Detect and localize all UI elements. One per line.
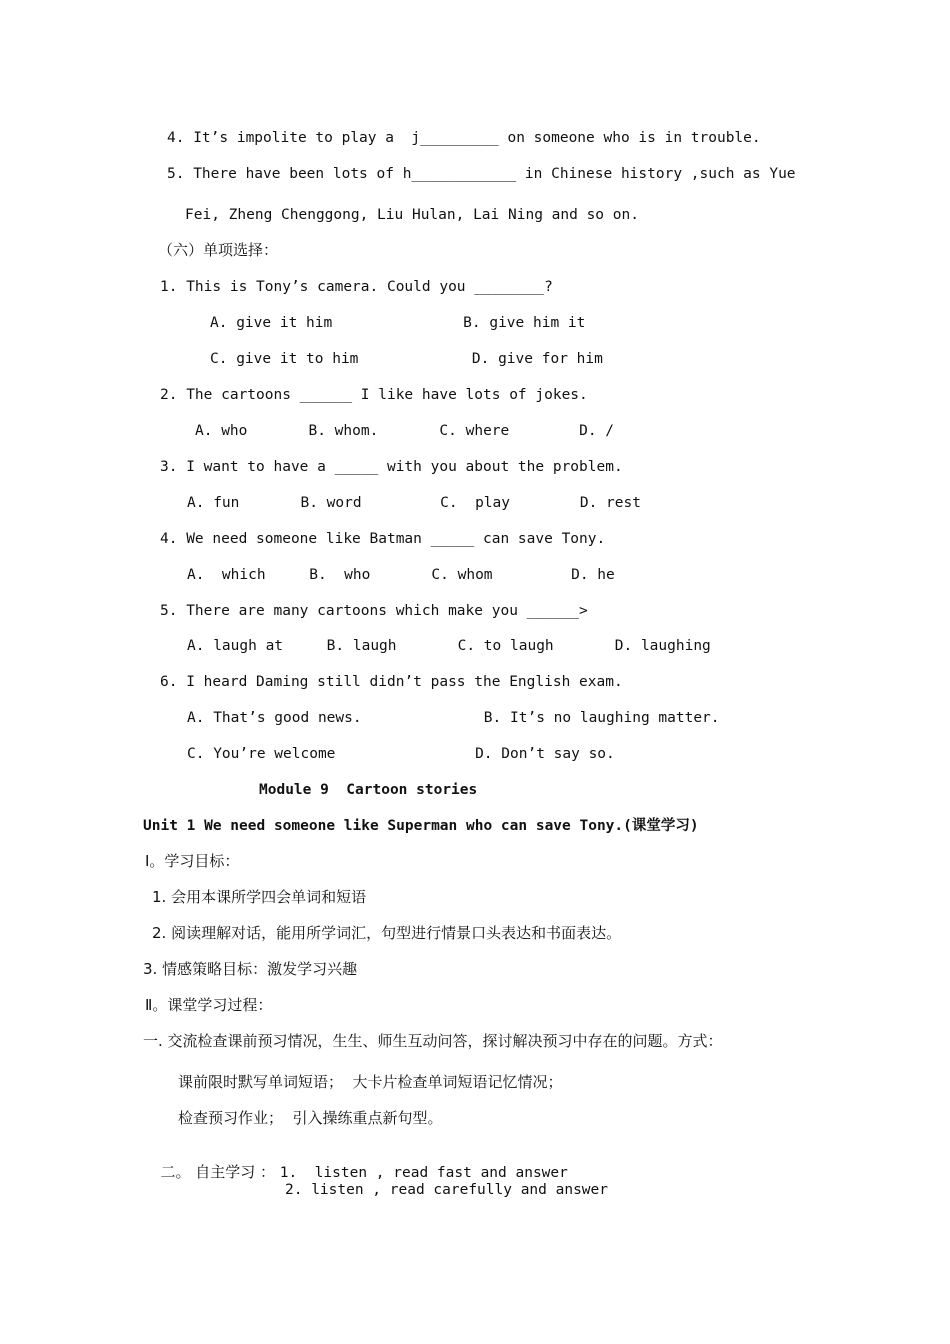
goals-heading: Ⅰ。学习目标： bbox=[145, 852, 240, 870]
mc-q6-stem: 6. I heard Daming still didn’t pass the English exam. bbox=[160, 674, 623, 690]
mc-q4-stem: 4. We need someone like Batman _____ can save Tony. bbox=[160, 531, 606, 547]
process-step1: 一. 交流检查课前预习情况，生生、师生互动问答，探讨解决预习中存在的问题。方式： bbox=[143, 1032, 723, 1050]
mc-q6-options-cd: C. You’re welcome D. Don’t say so. bbox=[187, 746, 615, 762]
mc-q3-options: A. fun B. word C. play D. rest bbox=[187, 495, 641, 511]
mc-q1-stem: 1. This is Tony’s camera. Could you ________? bbox=[160, 279, 553, 295]
section6-heading: （六）单项选择： bbox=[158, 241, 279, 259]
fill-blank-q5: 5. There have been lots of h____________ in Chinese history ,such as Yue bbox=[167, 166, 796, 182]
mc-q3-stem: 3. I want to have a _____ with you about the problem. bbox=[160, 459, 623, 475]
process-step1-methods: 课前限时默写单词短语； 大卡片检查单词短语记忆情况； bbox=[178, 1073, 563, 1091]
step2-item-2: 2. listen , read carefully and answer bbox=[285, 1182, 609, 1198]
mc-q2-stem: 2. The cartoons ______ I like have lots of jokes. bbox=[160, 387, 588, 403]
goal-item-2: 2. 阅读理解对话，能用所学词汇，句型进行情景口头表达和书面表达。 bbox=[152, 924, 622, 942]
fill-blank-q4: 4. It’s impolite to play a j_________ on someone who is in trouble. bbox=[167, 130, 761, 146]
unit-title: Unit 1 We need someone like Superman who can save Tony.(课堂学习) bbox=[143, 818, 699, 834]
goal-item-3: 3. 情感策略目标：激发学习兴趣 bbox=[143, 960, 358, 978]
process-heading: Ⅱ。课堂学习过程： bbox=[145, 996, 273, 1014]
mc-q6-options-ab: A. That’s good news. B. It’s no laughing matter. bbox=[187, 710, 720, 726]
mc-q4-options: A. which B. who C. whom D. he bbox=[187, 567, 615, 583]
fill-blank-q5-cont: Fei, Zheng Chenggong, Liu Hulan, Lai Ning and so on. bbox=[185, 207, 639, 223]
step2-item-1: 1. listen , read fast and answer bbox=[279, 1165, 568, 1181]
module-title: Module 9 Cartoon stories bbox=[259, 782, 478, 798]
mc-q2-options: A. who B. whom. C. where D. / bbox=[195, 423, 615, 439]
step2-label: 二。 自主学习 ： bbox=[160, 1163, 280, 1181]
mc-q1-options-cd: C. give it to him D. give for him bbox=[210, 351, 603, 367]
mc-q1-options-ab: A. give it him B. give him it bbox=[210, 315, 586, 331]
process-step2 bbox=[143, 1145, 568, 1182]
mc-q5-stem: 5. There are many cartoons which make you ______> bbox=[160, 603, 588, 619]
goal-item-1: 1. 会用本课所学四会单词和短语 bbox=[152, 888, 367, 906]
mc-q5-options: A. laugh at B. laugh C. to laugh D. laughing bbox=[187, 638, 711, 654]
process-step1-methods-2: 检查预习作业； 引入操练重点新句型。 bbox=[178, 1109, 443, 1127]
